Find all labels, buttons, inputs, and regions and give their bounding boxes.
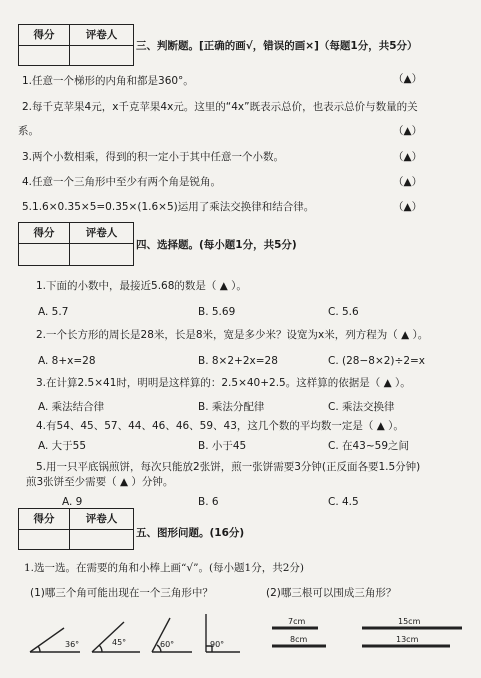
angle-36-arc [38,646,40,652]
answer-mark: （▲） [393,176,423,188]
option-a: A. 5.7 [38,306,69,318]
option-a: A. 乘法结合律 [38,401,105,413]
answer-mark: （▲） [393,125,423,137]
option-c: C. 4.5 [328,496,359,508]
figure-subquestion-1: 1.选一选。在需要的角和小棒上画“√”。(每小题1分，共2分) [24,562,304,574]
choice-question-5: 5.用一只平底锅煎饼，每次只能放2张饼，煎一张饼需要3分钟(正反面各要1.5分钟) [36,461,421,473]
option-c: C. 5.6 [328,306,359,318]
answer-mark: （▲） [393,201,423,213]
stick-label: 15cm [398,617,421,626]
choice-question-1: 1.下面的小数中，最接近5.68的数是（ ▲ ）。 [36,280,247,292]
judge-item-2: 2.每千克苹果4元，x千克苹果4x元。这里的“4x”既表示总价，也表示总价与数量的关 [22,101,418,113]
option-a: A. 8+x=28 [38,355,96,367]
judge-item-1: 1.任意一个梯形的内角和都是360°。 [22,75,194,87]
angle-45-arc [99,645,102,652]
answer-mark: （▲） [393,151,423,163]
option-b: B. 6 [198,496,219,508]
answer-mark: （▲） [393,73,423,85]
section4-title: 四、选择题。(每小题1分，共5分) [136,239,297,251]
grader-header: 评卷人 [70,509,133,530]
choice-question-2: 2.一个长方形的周长是28米，长是8米，宽是多少米？设宽为x米，列方程为（ ▲ ）。 [36,329,429,341]
angle-label: 36° [65,640,80,649]
score-header: 得分 [19,223,69,244]
angle-label: 60° [160,640,175,649]
section3-title: 三、判断题。[正确的画√，错误的画×]（每题1分，共5分） [136,40,418,52]
grader-header: 评卷人 [70,25,133,46]
score-header: 得分 [19,25,69,46]
option-b: B. 5.69 [198,306,236,318]
option-b: B. 乘法分配律 [198,401,265,413]
figure-question-sticks: (2)哪三根可以围成三角形？ [266,587,397,599]
choice-question-4: 4.有54、45、57、44、46、46、59、43，这几个数的平均数一定是（ ▲ ）。 [36,420,404,432]
judge-item-2-cont: 系。 [18,125,39,137]
option-b: B. 8×2+2x=28 [198,355,278,367]
figure-question-angles: (1)哪三个角可能出现在一个三角形中？ [30,587,213,599]
angle-label: 90° [210,640,225,649]
section5-title: 五、图形问题。(16分) [136,527,245,539]
angle-label: 45° [112,638,127,647]
option-b: B. 小于45 [198,440,247,452]
option-c: C. 乘法交换律 [328,401,395,413]
judge-item-5: 5.1.6×0.35×5=0.35×(1.6×5)运用了乘法交换律和结合律。 [22,201,315,213]
stick-label: 8cm [290,635,308,644]
option-c: C. 在43~59之间 [328,440,410,452]
judge-item-3: 3.两个小数相乘，得到的积一定小于其中任意一个小数。 [22,151,285,163]
grader-header: 评卷人 [70,223,133,244]
option-a: A. 9 [62,496,83,508]
option-c: C. (28−8×2)÷2=x [328,355,426,367]
angle-36-arm [30,628,64,652]
stick-label: 7cm [288,617,306,626]
choice-question-3: 3.在计算2.5×41时，明明是这样算的：2.5×40+2.5。这样算的依据是（ ▲ ）。 [36,377,411,389]
option-a: A. 大于55 [38,440,87,452]
stick-label: 13cm [396,635,419,644]
choice-question-5-cont: 煎3张饼至少需要（ ▲ ）分钟。 [26,476,174,488]
score-header: 得分 [19,509,69,530]
judge-item-4: 4.任意一个三角形中至少有两个角是锐角。 [22,176,222,188]
